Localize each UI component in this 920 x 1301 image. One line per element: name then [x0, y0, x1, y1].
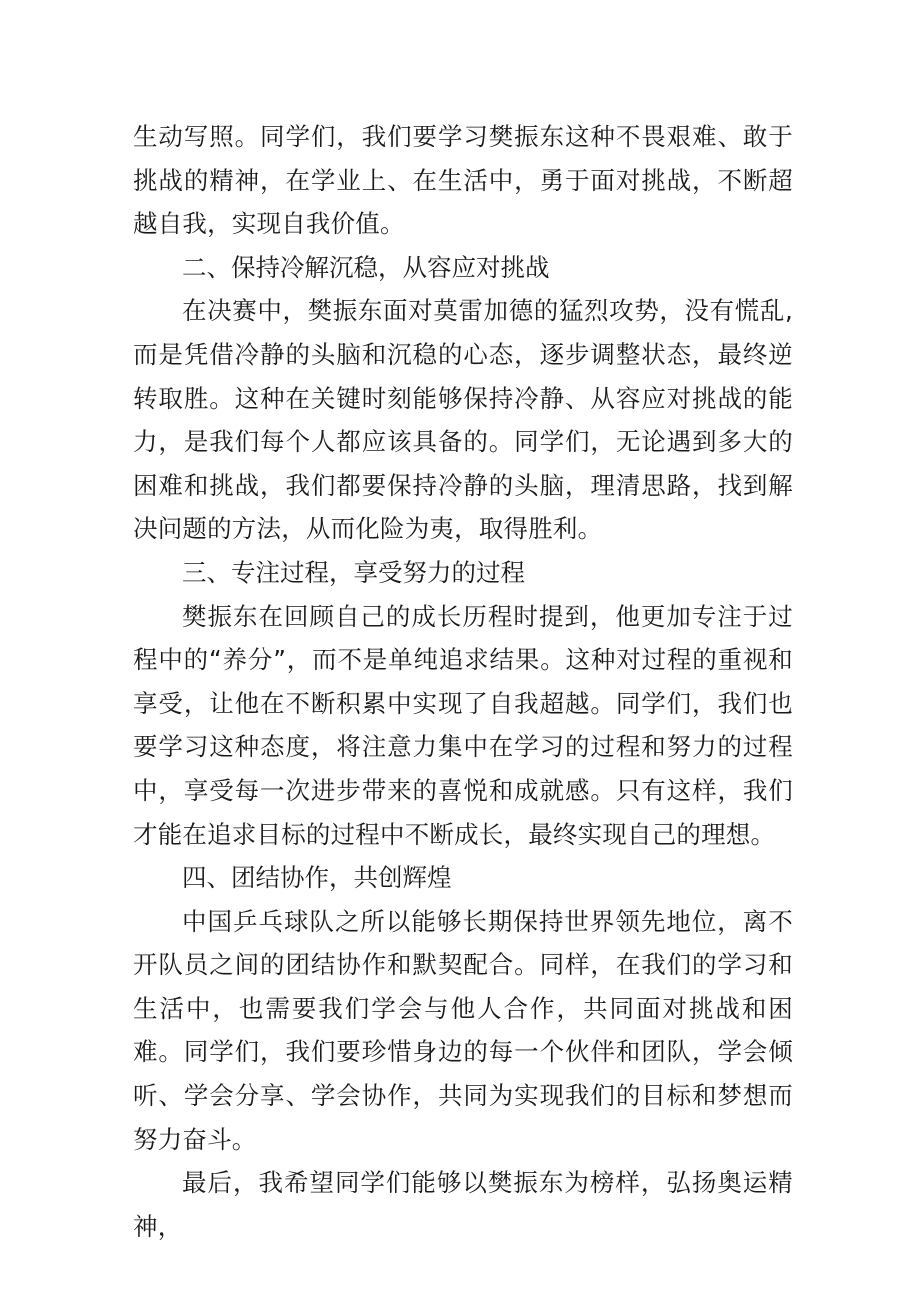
paragraph-section-3: 樊振东在回顾自己的成长历程时提到，他更加专注于过程中的“养分”，而不是单纯追求结果。这种对过程的重视和享受，让他在不断积累中实现了自我超越。同学们，我们也要学习这种态度，将注意力集中在学习的过程和努力的过程中，享受每一次进步带来的喜悦和成就感。只有这样，我们才能在追求目标的过程中不断成长，最终实现自己的理想。 — [133, 601, 793, 849]
section-heading-3: 三、专注过程，享受努力的过程 — [182, 557, 525, 587]
paragraph-continuation: 生动写照。同学们，我们要学习樊振东这种不畏艰难、敢于挑战的精神，在学业上、在生活中，勇于面对挑战，不断超越自我，实现自我价值。 — [133, 122, 793, 239]
section-heading-4: 四、团结协作，共创辉煌 — [182, 863, 452, 893]
paragraph-section-2: 在决赛中，樊振东面对莫雷加德的猛烈攻势，没有慌乱,而是凭借冷静的头脑和沉稳的心态，逐步调整状态，最终逆转取胜。这种在关键时刻能够保持冷静、从容应对挑战的能力，是我们每个人都应该具备的。同学们，无论遇到多大的困难和挑战，我们都要保持冷静的头脑，理清思路，找到解决问题的方法，从而化险为夷，取得胜利。 — [133, 296, 793, 544]
section-heading-2: 二、保持冷解沉稳，从容应对挑战 — [182, 252, 550, 282]
document-body — [133, 115, 793, 1248]
paragraph-closing: 最后，我希望同学们能够以樊振东为榜样，弘扬奥运精神， — [133, 1168, 793, 1241]
paragraph-section-4: 中国乒乓球队之所以能够长期保持世界领先地位，离不开队员之间的团结协作和默契配合。同样，在我们的学习和生活中，也需要我们学会与他人合作，共同面对挑战和困难。同学们，我们要珍惜身边的每一个伙伴和团队，学会倾听、学会分享、学会协作，共同为实现我们的目标和梦想而努力奋斗。 — [133, 906, 793, 1154]
